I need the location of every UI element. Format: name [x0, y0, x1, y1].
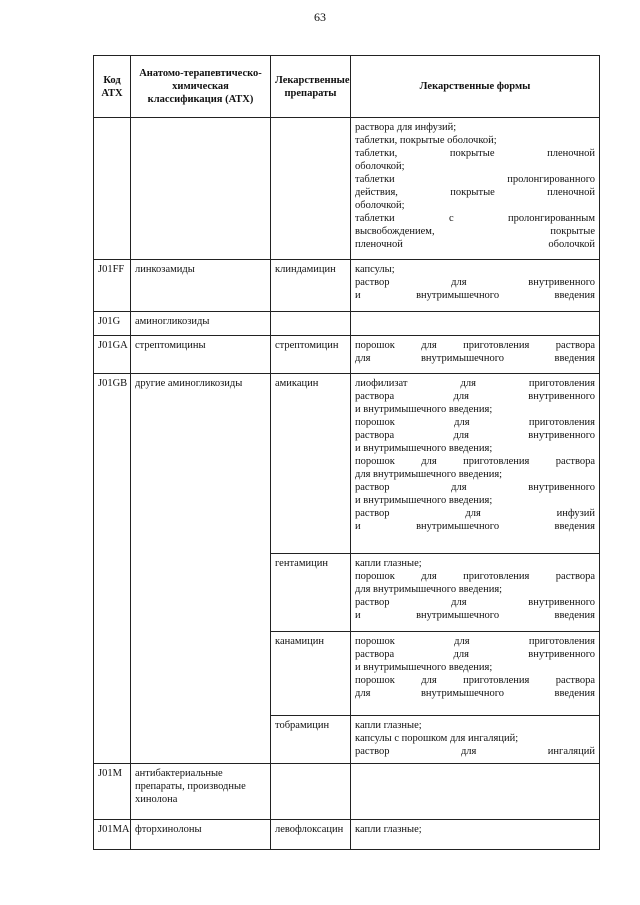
form-line: и внутримышечного введения; [355, 662, 493, 673]
form-line: раствор для внутривенного [355, 597, 595, 608]
cell-drug: гентамицин [271, 554, 351, 632]
form-line: действия, покрытые пленочной [355, 187, 595, 198]
form-line: капли глазные; [355, 824, 422, 835]
form-line: и внутримышечного введения; [355, 495, 493, 506]
cell-drug: тобрамицин [271, 716, 351, 764]
cell-drug [271, 764, 351, 820]
table-row [94, 374, 600, 554]
table-row [94, 336, 600, 374]
cell-code: J01GA [94, 336, 131, 374]
cell-code: J01G [94, 312, 131, 336]
form-line: таблетки с пролонгированным [355, 213, 595, 224]
form-line: раствора для инфузий; [355, 122, 457, 133]
form-line: и внутримышечного введения [355, 521, 595, 532]
cell-drug [271, 312, 351, 336]
form-line: капли глазные; [355, 720, 422, 731]
form-line: таблетки, покрытые оболочкой; [355, 135, 497, 146]
table-row [94, 820, 600, 850]
form-line: оболочкой; [355, 161, 405, 172]
form-line: порошок для приготовления [355, 636, 595, 647]
table-row [94, 764, 600, 820]
cell-classification: аминогликозиды [131, 312, 271, 336]
table-header-row [94, 56, 600, 118]
form-line: раствор для внутривенного [355, 277, 595, 288]
cell-forms [351, 118, 600, 260]
form-line: порошок для приготовления раствора [355, 571, 595, 582]
header-forms: Лекарственные формы [351, 56, 600, 118]
form-line: раствор для инфузий [355, 508, 595, 519]
cell-forms [351, 336, 600, 374]
header-drugs: Лекарственные препараты [271, 56, 351, 118]
header-classification: Анатомо-терапевтическо-химическая классификация (АТХ) [131, 56, 271, 118]
cell-forms [351, 374, 600, 554]
form-line: таблетки, покрытые пленочной [355, 148, 595, 159]
cell-code: J01GB [94, 374, 131, 764]
form-line: капсулы; [355, 264, 395, 275]
form-line: лиофилизат для приготовления [355, 378, 595, 389]
form-line: и внутримышечного введения [355, 290, 595, 301]
form-line: раствора для внутривенного [355, 391, 595, 402]
cell-forms [351, 632, 600, 716]
cell-forms [351, 554, 600, 632]
cell-code: J01M [94, 764, 131, 820]
cell-forms [351, 312, 600, 336]
table-body [94, 118, 600, 850]
form-line: раствор для внутривенного [355, 482, 595, 493]
form-line: и внутримышечного введения; [355, 443, 493, 454]
form-line: для внутримышечного введения [355, 688, 595, 699]
cell-drug: канамицин [271, 632, 351, 716]
form-line: капли глазные; [355, 558, 422, 569]
table-row [94, 312, 600, 336]
table-row [94, 118, 600, 260]
cell-classification [131, 118, 271, 260]
form-line: для внутримышечного введения [355, 353, 595, 364]
cell-forms [351, 260, 600, 312]
form-line: порошок для приготовления раствора [355, 456, 595, 467]
cell-classification: другие аминогликозиды [131, 374, 271, 764]
form-line: для внутримышечного введения; [355, 469, 503, 480]
cell-code: J01MA [94, 820, 131, 850]
form-line: капсулы с порошком для ингаляций; [355, 733, 519, 744]
cell-forms [351, 820, 600, 850]
form-line: высвобождением, покрытые [355, 226, 595, 237]
table-row [94, 260, 600, 312]
cell-drug: амикацин [271, 374, 351, 554]
cell-classification: линкозамиды [131, 260, 271, 312]
cell-drug [271, 118, 351, 260]
cell-classification: стрептомицины [131, 336, 271, 374]
form-line: порошок для приготовления раствора [355, 675, 595, 686]
form-line: порошок для приготовления [355, 417, 595, 428]
cell-forms [351, 764, 600, 820]
cell-drug: клиндамицин [271, 260, 351, 312]
form-line: и внутримышечного введения [355, 610, 595, 621]
cell-forms [351, 716, 600, 764]
form-line: раствор для ингаляций [355, 746, 595, 757]
cell-code [94, 118, 131, 260]
form-line: оболочкой; [355, 200, 405, 211]
cell-classification: антибактериальные препараты, производные хинолона [131, 764, 271, 820]
cell-code: J01FF [94, 260, 131, 312]
header-code: Код АТХ [94, 56, 131, 118]
form-line: таблетки пролонгированного [355, 174, 595, 185]
form-line: для внутримышечного введения; [355, 584, 503, 595]
form-line: раствора для внутривенного [355, 649, 595, 660]
cell-drug: стрептомицин [271, 336, 351, 374]
atx-table [93, 55, 600, 850]
form-line: пленочной оболочкой [355, 239, 595, 250]
form-line: раствора для внутривенного [355, 430, 595, 441]
cell-drug: левофлоксацин [271, 820, 351, 850]
cell-classification: фторхинолоны [131, 820, 271, 850]
page-number: 63 [314, 10, 326, 24]
form-line: порошок для приготовления раствора [355, 340, 595, 351]
form-line: и внутримышечного введения; [355, 404, 493, 415]
